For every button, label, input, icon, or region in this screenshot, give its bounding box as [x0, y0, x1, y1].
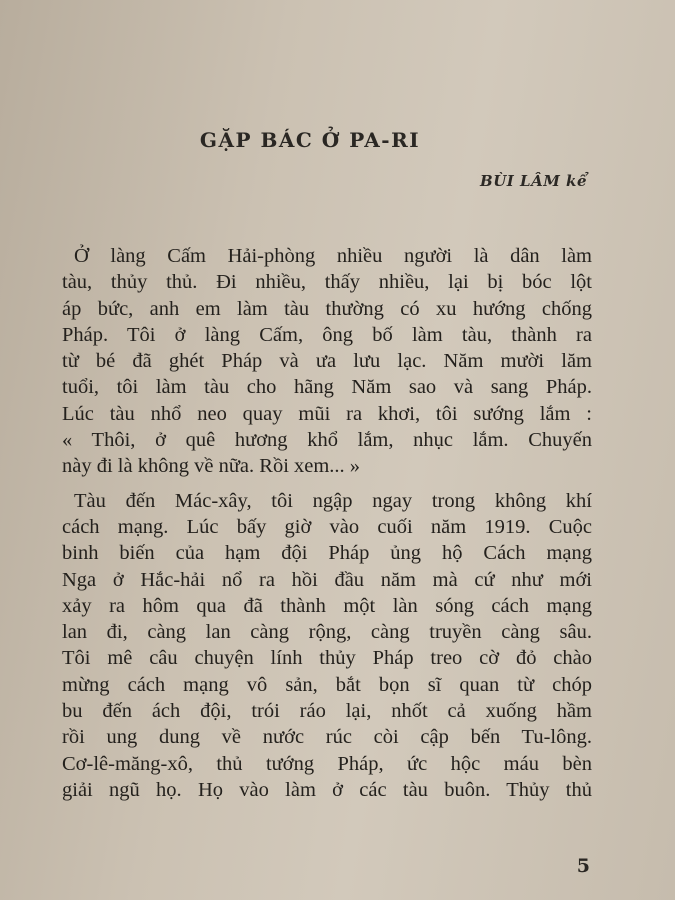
page-number: 5	[576, 855, 590, 877]
text-line: này đi là không về nữa. Rồi xem... »	[62, 455, 361, 478]
text-line: Nga ở Hắc-hải nổ ra hồi đầu năm mà cứ như mới	[62, 568, 592, 591]
text-line: Cơ-lê-măng-xô, thủ tướng Pháp, ức hộc máu bèn	[62, 752, 592, 775]
author-credit: BÙI LÂM kể	[480, 172, 587, 190]
text-line: lan đi, càng lan càng rộng, càng truyền càng sâu.	[62, 621, 592, 644]
text-line: mừng cách mạng vô sản, bắt bọn sĩ quan từ chóp	[62, 673, 592, 696]
text-line: tàu, thủy thủ. Đi nhiều, thấy nhiều, lại bị bóc lột	[62, 271, 592, 294]
text-line: cách mạng. Lúc bấy giờ vào cuối năm 1919. Cuộc	[62, 515, 592, 538]
text-line: Ở làng Cấm Hải-phòng nhiều người là dân làm	[74, 245, 592, 267]
text-line: Tôi mê câu chuyện lính thủy Pháp treo cờ đỏ chào	[62, 647, 592, 670]
paragraph-2	[62, 488, 592, 804]
text-line: bu đến ách đội, trói ráo lại, nhốt cả xuống hầm	[62, 700, 592, 723]
text-line: tuổi, tôi làm tàu cho hãng Năm sao và sang Pháp.	[62, 376, 592, 399]
chapter-title: GẶP BÁC Ở PA-RI	[199, 128, 421, 152]
text-line: « Thôi, ở quê hương khổ lắm, nhục lắm. Chuyến	[62, 429, 592, 452]
paragraph-gap	[62, 480, 592, 488]
body-text	[62, 243, 592, 803]
text-line: xảy ra hôm qua đã thành một làn sóng cách mạng	[62, 594, 592, 617]
text-line: rồi ung dung về nước rúc còi cập bến Tu-lông.	[62, 726, 592, 749]
paragraph-1	[62, 243, 592, 480]
text-line: áp bức, anh em làm tàu thường có xu hướng chống	[62, 297, 592, 320]
text-line: Lúc tàu nhổ neo quay mũi ra khơi, tôi sướng lắm :	[62, 402, 592, 425]
text-line: Tàu đến Mác-xây, tôi ngập ngay trong không khí	[74, 489, 592, 512]
text-line: giải ngũ họ. Họ vào làm ở các tàu buôn. Thủy thủ	[62, 778, 592, 801]
text-line: binh biến của hạm đội Pháp ủng hộ Cách mạng	[62, 542, 592, 565]
text-line: từ bé đã ghét Pháp và ưa lưu lạc. Năm mười lăm	[62, 350, 592, 373]
text-line: Pháp. Tôi ở làng Cấm, ông bố làm tàu, thành ra	[62, 323, 592, 346]
